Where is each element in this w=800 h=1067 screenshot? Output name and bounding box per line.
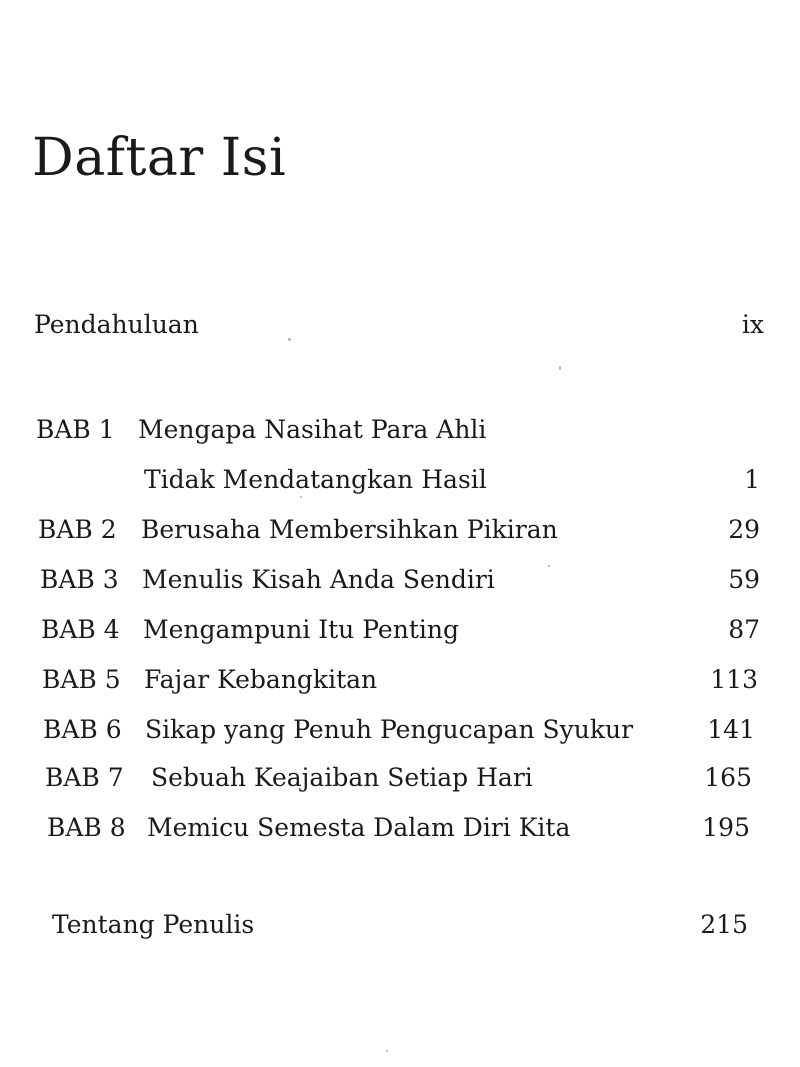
toc-entry-page: 29 — [728, 515, 760, 544]
toc-entry-bab-2[interactable] — [38, 510, 760, 550]
toc-chapter-label: BAB 2 — [38, 515, 117, 544]
toc-entry-title: Tentang Penulis — [52, 910, 255, 939]
toc-entry-page: 1 — [744, 465, 760, 494]
toc-chapter-label: BAB 5 — [42, 665, 121, 694]
toc-entry-page: 59 — [728, 565, 760, 594]
page-title: Daftar Isi — [32, 128, 287, 188]
toc-entry-page: 141 — [707, 715, 755, 744]
toc-entry-title: Mengapa Nasihat Para Ahli — [138, 415, 487, 444]
toc-entry-page: ix — [741, 310, 764, 339]
toc-entry-bab-8[interactable] — [47, 808, 750, 848]
toc-entry-bab-7[interactable] — [45, 758, 752, 798]
toc-entry-title: Sikap yang Penuh Pengucapan Syukur — [145, 715, 634, 744]
toc-entry-bab-1[interactable] — [36, 410, 760, 500]
scan-speck — [300, 496, 302, 498]
toc-chapter-label: BAB 8 — [47, 813, 126, 842]
scan-speck — [386, 1050, 388, 1052]
toc-chapter-label: BAB 7 — [45, 763, 124, 792]
scan-speck — [559, 366, 561, 370]
toc-entry-bab-5[interactable] — [42, 660, 758, 700]
toc-entry-title: Pendahuluan — [34, 310, 199, 339]
toc-entry-page: 215 — [700, 910, 748, 939]
toc-chapter-label: BAB 3 — [40, 565, 119, 594]
toc-entry-title: Mengampuni Itu Penting — [143, 615, 459, 644]
toc-entry-outro[interactable] — [52, 905, 748, 945]
toc-entry-page: 195 — [702, 813, 750, 842]
toc-entry-title: Berusaha Membersihkan Pikiran — [141, 515, 558, 544]
toc-entry-title: Fajar Kebangkitan — [144, 665, 378, 694]
toc-entry-bab-4[interactable] — [41, 610, 760, 650]
toc-chapter-label: BAB 6 — [43, 715, 122, 744]
toc-entry-title: Menulis Kisah Anda Sendiri — [142, 565, 495, 594]
toc-entry-bab-3[interactable] — [40, 560, 760, 600]
toc-entry-title-continued: Tidak Mendatangkan Hasil — [144, 465, 487, 494]
toc-entry-bab-6[interactable] — [43, 710, 755, 750]
toc-entry-title: Sebuah Keajaiban Setiap Hari — [151, 763, 533, 792]
toc-entry-page: 87 — [728, 615, 760, 644]
toc-entry-page: 113 — [710, 665, 758, 694]
toc-entry-intro[interactable] — [34, 305, 764, 345]
toc-chapter-label: BAB 1 — [36, 415, 115, 444]
scan-speck — [548, 565, 550, 567]
scan-speck — [288, 338, 291, 341]
toc-chapter-label: BAB 4 — [41, 615, 120, 644]
toc-entry-page: 165 — [704, 763, 752, 792]
toc-entry-title: Memicu Semesta Dalam Diri Kita — [147, 813, 571, 842]
